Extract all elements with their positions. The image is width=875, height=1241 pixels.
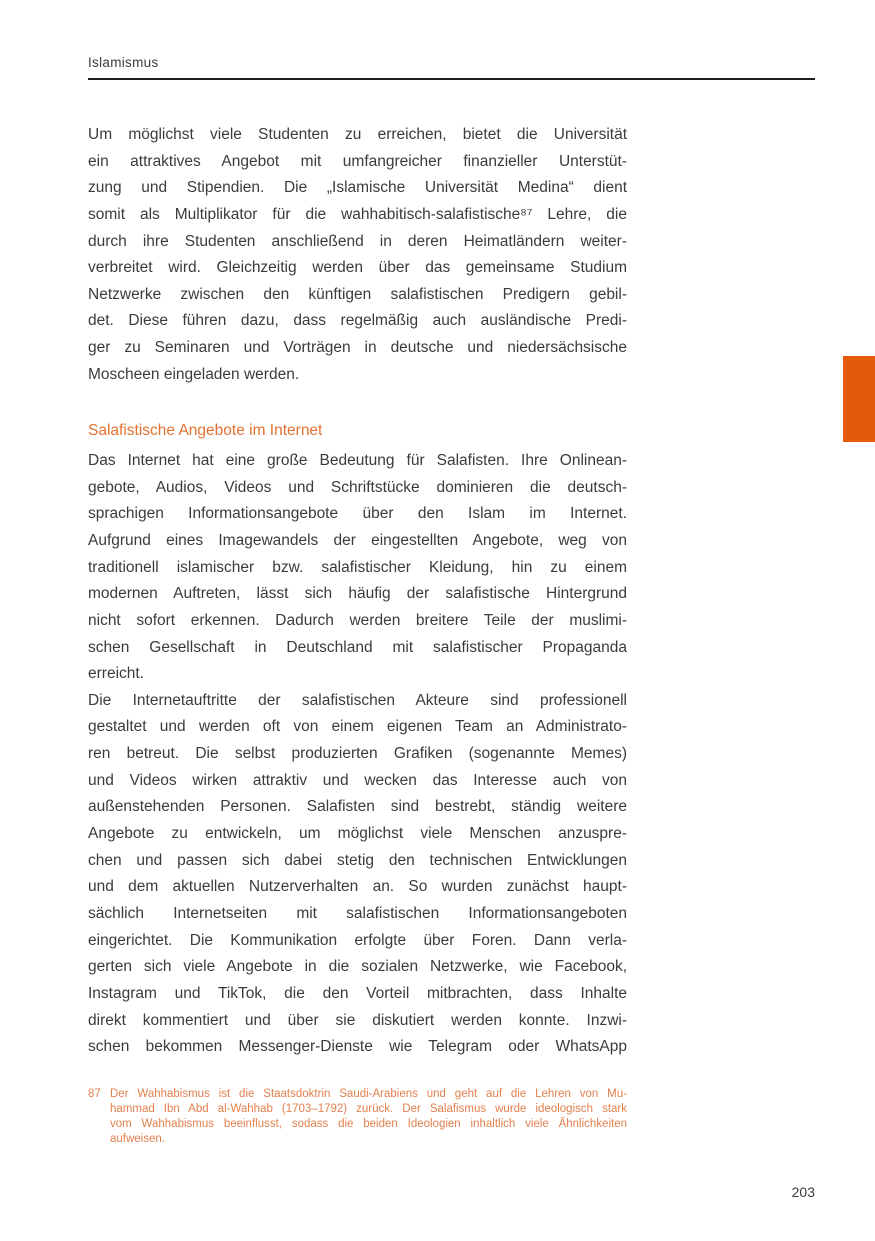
text-line: schen bekommen Messenger-Dienste wie Telegram oder WhatsApp: [88, 1038, 627, 1056]
text-line: Instagram und TikTok, die den Vorteil mitbrachten, dass Inhalte: [88, 984, 627, 1002]
text-line: hammad Ibn Abd al-Wahhab (1703–1792) zurück. Der Salafismus wurde ideologisch stark: [110, 1102, 627, 1115]
text-line: und dem aktuellen Nutzerverhalten an. So wurden zunächst haupt-: [88, 878, 627, 896]
text-line: aufweisen.: [110, 1133, 165, 1146]
text-line: modernen Auftreten, lässt sich häufig der salafistische Hintergrund: [88, 585, 627, 603]
text-line: Das Internet hat eine große Bedeutung für Salafisten. Ihre Onlinean-: [88, 452, 627, 470]
text-line: und Videos wirken attraktiv und wecken das Interesse auch von: [88, 771, 627, 789]
text-line: chen und passen sich dabei stetig den technischen Entwicklungen: [88, 851, 627, 869]
text-column: [88, 122, 627, 1148]
text-line: schen Gesellschaft in Deutschland mit salafistischer Propaganda: [88, 638, 627, 656]
text-line: vom Wahhabismus beeinflusst, sodass die beiden Ideologien inhaltlich viele Ähnlichkeiten: [110, 1118, 627, 1131]
text-line: sächlich Internetseiten mit salafistischen Informationsangeboten: [88, 904, 627, 922]
text-line: Moscheen eingeladen werden.: [88, 365, 300, 383]
text-line: Die Internetauftritte der salafistischen Akteure sind professionell: [88, 691, 627, 709]
text-line: direkt kommentiert und über sie diskutiert werden konnte. Inzwi-: [88, 1011, 627, 1029]
text-line: Aufgrund eines Imagewandels der eingestellten Angebote, weg von: [88, 531, 627, 549]
text-line: ger zu Seminaren und Vorträgen in deutsche und niedersächsische: [88, 339, 627, 357]
text-line: Netzwerke zwischen den künftigen salafistischen Predigern gebil-: [88, 285, 627, 303]
text-line: gerten sich viele Angebote in die sozialen Netzwerke, wie Facebook,: [88, 958, 627, 976]
text-line: gestaltet und werden oft von einem eigenen Team an Administrato-: [88, 718, 627, 736]
footnote-87: [88, 1087, 627, 1148]
paragraph-university-medina: [88, 122, 627, 388]
text-line: verbreitet wird. Gleichzeitig werden über das gemeinsame Studium: [88, 259, 627, 277]
text-line: Um möglichst viele Studenten zu erreichen, bietet die Universität: [88, 126, 627, 143]
text-line: somit als Multiplikator für die wahhabitisch-salafistische⁸⁷ Lehre, die: [88, 205, 627, 223]
section-heading: Salafistische Angebote im Internet: [88, 422, 323, 440]
text-line: Angebote zu entwickeln, um möglichst viele Menschen anzuspre-: [88, 825, 627, 843]
header-rule: [88, 78, 815, 80]
running-header-label: Islamismus: [88, 55, 159, 70]
text-line: gebote, Audios, Videos und Schriftstücke dominieren die deutsch-: [88, 478, 627, 496]
text-line: det. Diese führen dazu, dass regelmäßig auch ausländische Predi-: [88, 312, 627, 330]
chapter-thumb-marker: [843, 356, 875, 442]
text-line: eingerichtet. Die Kommunikation erfolgte über Foren. Dann verla-: [88, 931, 627, 949]
text-line: traditionell islamischer bzw. salafistischer Kleidung, hin zu einem: [88, 558, 627, 576]
text-line: nicht sofort erkennen. Dadurch werden breitere Teile der muslimi-: [88, 611, 627, 629]
text-line: sprachigen Informationsangebote über den Islam im Internet.: [88, 505, 627, 523]
text-line: durch ihre Studenten anschließend in deren Heimatländern weiter-: [88, 232, 627, 250]
text-line: ein attraktives Angebot mit umfangreicher finanzieller Unterstüt-: [88, 152, 627, 170]
text-line: Der Wahhabismus ist die Staatsdoktrin Saudi-Arabiens und geht auf die Lehren von Mu-: [110, 1087, 627, 1100]
page-number: 203: [791, 1184, 815, 1200]
paragraph-internet-importance: [88, 448, 627, 688]
footnote-number: 87: [88, 1087, 101, 1100]
footnote-text: [110, 1087, 627, 1148]
text-line: zung und Stipendien. Die „Islamische Universität Medina“ dient: [88, 179, 627, 197]
paragraph-internet-presence: [88, 688, 627, 1061]
text-line: außenstehenden Personen. Salafisten sind bestrebt, ständig weitere: [88, 798, 627, 816]
text-line: ren betreut. Die selbst produzierten Grafiken (sogenannte Memes): [88, 745, 627, 763]
text-line: erreicht.: [88, 665, 144, 683]
